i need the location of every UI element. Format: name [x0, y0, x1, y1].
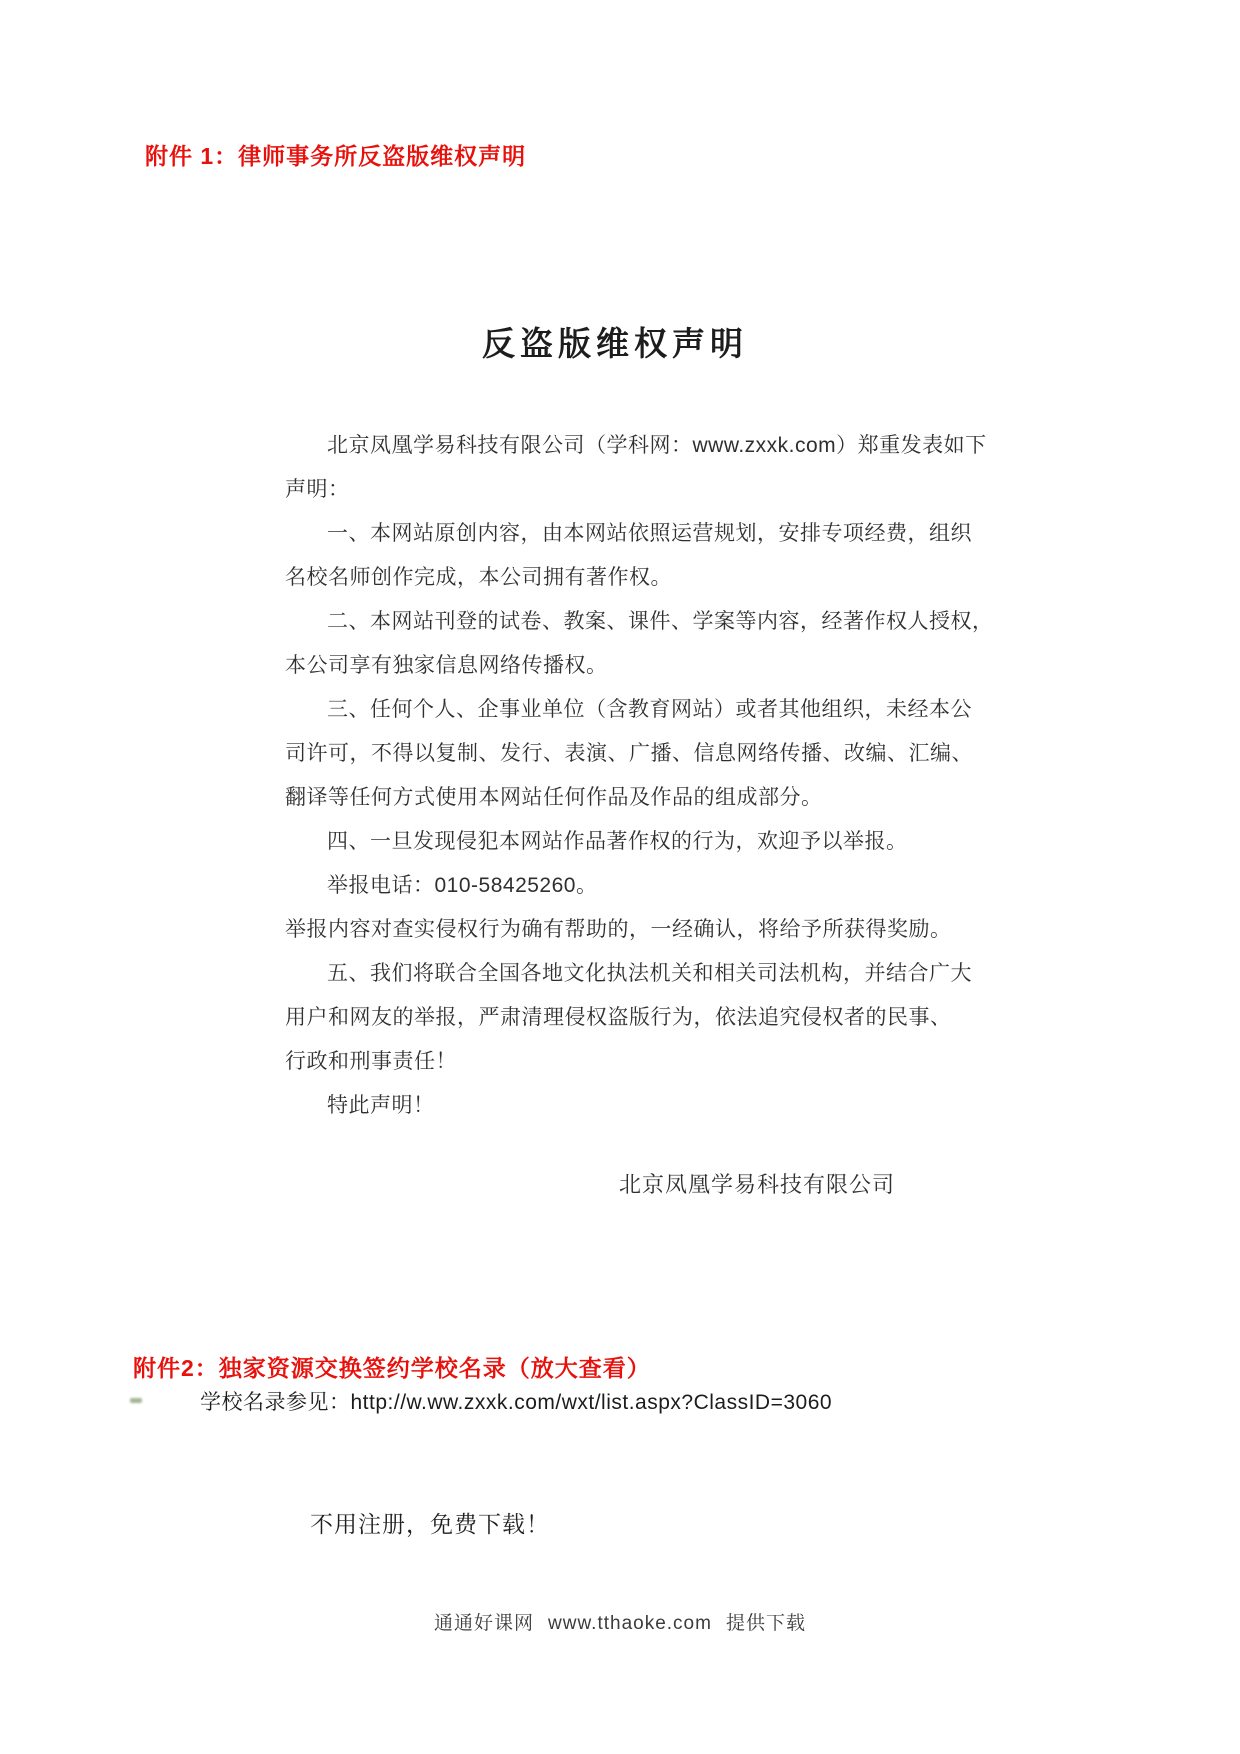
declaration-line: 五、我们将联合全国各地文化执法机关和相关司法机构，并结合广大	[327, 962, 972, 985]
declaration-line: 一、本网站原创内容，由本网站依照运营规划，安排专项经费，组织	[327, 522, 972, 545]
declaration-title: 反盗版维权声明	[482, 325, 748, 362]
page-footer	[0, 1608, 1240, 1635]
school-list-label: 学校名录参见：	[200, 1391, 351, 1414]
declaration-line: 名校名师创作完成，本公司拥有著作权。	[285, 566, 672, 589]
school-list-line	[200, 1386, 832, 1416]
declaration-body	[285, 424, 994, 1128]
declaration-line: 北京凤凰学易科技有限公司（学科网：www.zxxk.com）郑重发表如下	[327, 434, 987, 457]
free-download-note: 不用注册，免费下载！	[310, 1511, 550, 1537]
school-list-url: http://w.ww.zxxk.com/wxt/list.aspx?ClassID=3060	[350, 1391, 833, 1414]
scan-artifact	[130, 1398, 142, 1403]
declaration-line: 特此声明！	[327, 1094, 435, 1117]
declaration-line: 二、本网站刊登的试卷、教案、课件、学案等内容，经著作权人授权，	[327, 610, 994, 633]
declaration-signature: 北京凤凰学易科技有限公司	[618, 1172, 895, 1197]
declaration-line: 本公司享有独家信息网络传播权。	[285, 654, 608, 677]
declaration-line: 举报内容对查实侵权行为确有帮助的，一经确认，将给予所获得奖励。	[285, 918, 952, 941]
declaration-line: 行政和刑事责任！	[285, 1050, 457, 1073]
declaration-line: 司许可，不得以复制、发行、表演、广播、信息网络传播、改编、汇编、	[285, 742, 973, 765]
declaration-line: 翻译等任何方式使用本网站任何作品及作品的组成部分。	[285, 786, 823, 809]
declaration-line: 举报电话：010-58425260。	[327, 874, 598, 897]
attachment2-heading: 附件2：独家资源交换签约学校名录（放大查看）	[133, 1355, 651, 1381]
declaration-line: 声明：	[285, 478, 350, 501]
declaration-line: 三、任何个人、企事业单位（含教育网站）或者其他组织，未经本公	[327, 698, 972, 721]
declaration-line: 四、一旦发现侵犯本网站作品著作权的行为，欢迎予以举报。	[327, 830, 908, 853]
footer-site-url: www.tthaoke.com	[548, 1613, 712, 1634]
footer-site-name: 通通好课网	[434, 1613, 535, 1634]
footer-suffix: 提供下载	[725, 1613, 806, 1634]
attachment1-heading: 附件 1：律师事务所反盗版维权声明	[145, 143, 527, 169]
declaration-line: 用户和网友的举报，严肃清理侵权盗版行为，依法追究侵权者的民事、	[285, 1006, 952, 1029]
